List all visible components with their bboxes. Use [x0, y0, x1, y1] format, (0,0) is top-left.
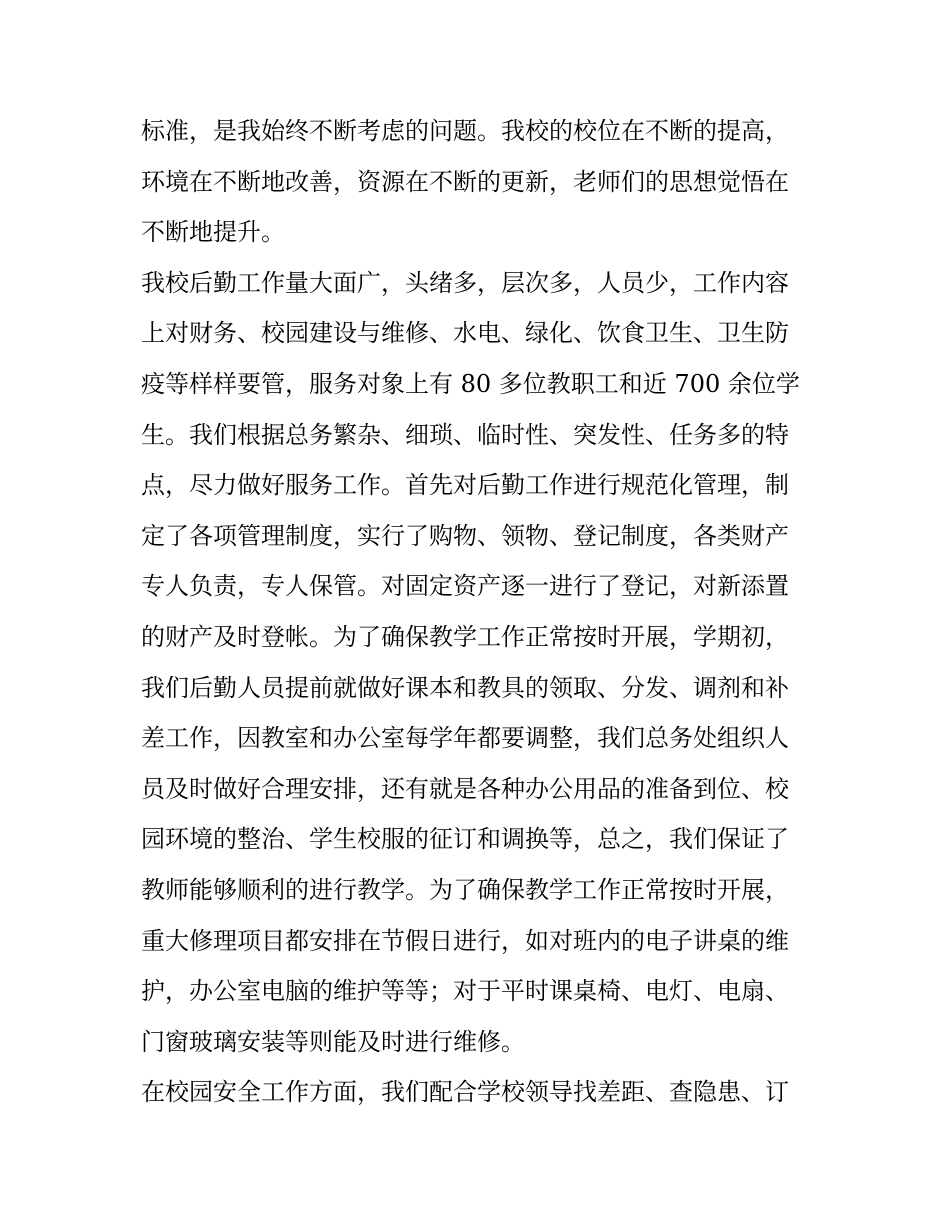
text-line: 教师能够顺利的进行教学。为了确保教学工作正常按时开展，	[141, 875, 789, 904]
text-line: 上对财务、校园建设与维修、水电、绿化、饮食卫生、卫生防	[141, 319, 789, 348]
text-line: 生。我们根据总务繁杂、细琐、临时性、突发性、任务多的特	[141, 420, 789, 449]
text-line: 环境在不断地改善，资源在不断的更新，老师们的思想觉悟在	[141, 167, 789, 196]
text-line: 在校园安全工作方面，我们配合学校领导找差距、查隐患、订	[141, 1078, 789, 1107]
body-text	[141, 106, 813, 1118]
text-line: 员及时做好合理安排，还有就是各种办公用品的准备到位、校	[141, 774, 789, 803]
text-line: 专人负责，专人保管。对固定资产逐一进行了登记，对新添置	[141, 572, 789, 601]
text-line: 的财产及时登帐。为了确保教学工作正常按时开展，学期初，	[141, 622, 789, 651]
text-line: 疫等样样要管，服务对象上有 80 多位教职工和近 700 余位学	[141, 369, 800, 398]
text-line: 重大修理项目都安排在节假日进行，如对班内的电子讲桌的维	[141, 926, 789, 955]
text-line: 我校后勤工作量大面广，头绪多，层次多，人员少，工作内容	[141, 268, 789, 297]
text-line: 点，尽力做好服务工作。首先对后勤工作进行规范化管理，制	[141, 471, 789, 500]
text-line: 不断地提升。	[141, 218, 285, 247]
text-line: 门窗玻璃安装等则能及时进行维修。	[141, 1027, 525, 1056]
text-line: 定了各项管理制度，实行了购物、领物、登记制度，各类财产	[141, 521, 789, 550]
text-line: 护，办公室电脑的维护等等；对于平时课桌椅、电灯、电扇、	[141, 977, 789, 1006]
text-line: 我们后勤人员提前就做好课本和教具的领取、分发、调剂和补	[141, 673, 789, 702]
text-line: 园环境的整治、学生校服的征订和调换等，总之，我们保证了	[141, 825, 789, 854]
text-line: 差工作，因教室和办公室每学年都要调整，我们总务处组织人	[141, 724, 789, 753]
text-line: 标准，是我始终不断考虑的问题。我校的校位在不断的提高，	[141, 117, 789, 145]
